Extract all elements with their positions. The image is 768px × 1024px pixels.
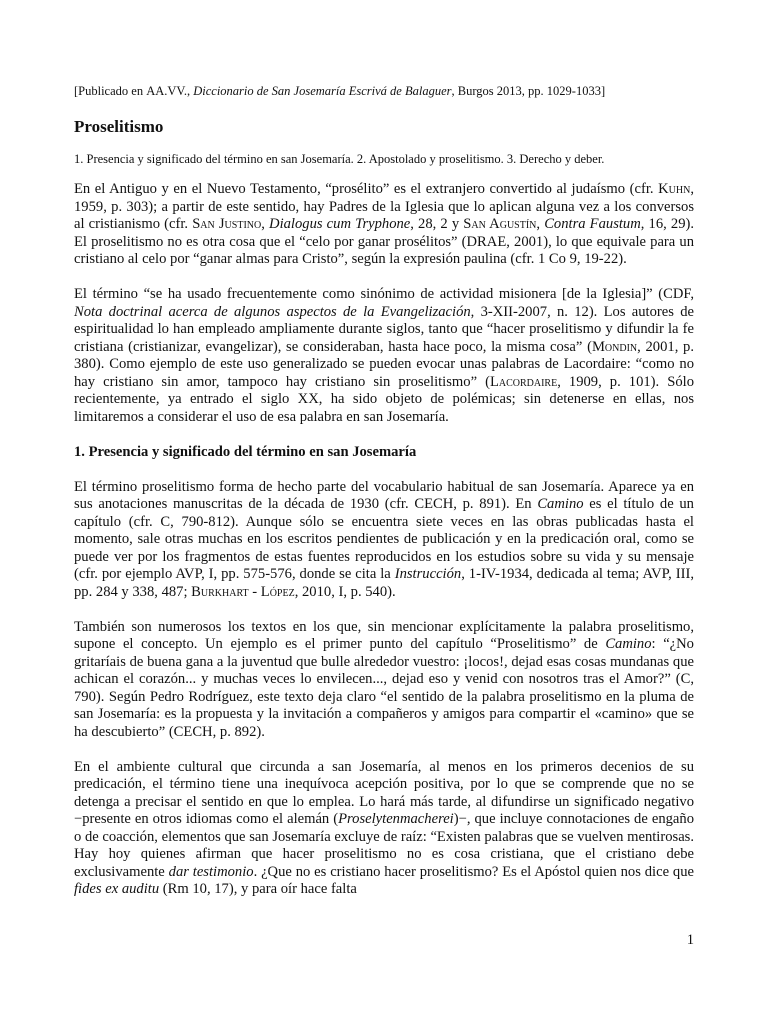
text: También son numerosos los textos en los que, sin mencionar explícitamente la palabra proselitismo, supone el concepto. Un ejemplo es el primer punto del capítulo “Proselitismo” de (74, 618, 694, 652)
author-name: Mondin (591, 338, 638, 355)
text: , (536, 216, 545, 232)
text: En el ambiente cultural que circunda a san Josemaría, al menos en los primeros decenios de su predicación, el término tiene una inequívoca acepción positiva, por lo que se comprende que no se detenga a precisar el sentido en que lo emplea. Lo hará más tarde, al difundirse un significado negativo −presente en otros idiomas como el alemán ( (74, 758, 694, 827)
text: , 1959, p. 303); a partir de este sentido, hay Padres de la Iglesia que lo aplican alguna vez a los conversos al cristianismo (cfr. (74, 181, 694, 232)
section-heading: 1. Presencia y significado del término en san Josemaría (74, 443, 417, 460)
work-title: Camino (537, 496, 584, 512)
text: , (261, 216, 270, 232)
paragraph-5 (74, 759, 694, 899)
work-title: Dialogus cum Tryphone (269, 216, 411, 232)
page-number: 1 (686, 932, 694, 948)
text: es el título de un capítulo (cfr. C, 790-812). Aunque sólo se encuentra siete veces en las obras publicadas hasta el momento, sale otras muchas en los escritos pendientes de publicación y en la predicación oral, como se puede ver por los fragmentos de estas fuentes reproducidos en los estudios sobre su vida y su mensaje (cfr. por ejemplo AVP, I, pp. 575-576, donde se cita la (74, 496, 694, 582)
work-title: Camino (605, 636, 652, 652)
text: En el Antiguo y en el Nuevo Testamento, “prosélito” es el extranjero convertido al judaísmo (cfr. (74, 181, 659, 197)
text: , 1909, p. 101). Sólo recientemente, ya entrado el siglo XX, ha sido objeto de polémicas; sin detenerse en ellas, nos limitaremos a considerar el uso de esa palabra en san Josemaría. (74, 373, 694, 425)
text: , 2010, I, p. 540). (294, 583, 396, 600)
text: , 28, 2 y (410, 216, 464, 232)
text: El término “se ha usado frecuentemente como sinónimo de actividad misionera [de la Iglesia]” (CDF, (74, 286, 694, 302)
note-text: [Publicado en (74, 84, 147, 98)
work-title: Instrucción (394, 566, 462, 582)
text: , 16, 29). El proselitismo no es otra cosa que el “celo por ganar prosélitos” (DRAE, 2001), lo que equivale para un cristiano al celo por “ganar almas para Cristo”, según la expresión paulina (cfr. 1 Co 9, 19-22). (74, 216, 695, 267)
paragraph-2 (74, 286, 694, 426)
text: El término proselitismo forma de hecho parte del vocabulario habitual de san Josemaría. Aparece ya en sus anotaciones manuscritas de la década de 1930 (cfr. CECH, p. 891). En (74, 478, 694, 512)
table-of-contents: 1. Presencia y significado del término en san Josemaría. 2. Apostolado y proselitismo. 3. Derecho y deber. (74, 152, 605, 166)
publication-note (74, 84, 605, 99)
text: , 2001, p. 380). Como ejemplo de este uso generalizado se pueden evocar unas palabras de Lacordaire: “como no hay cristiano sin amor, tampoco hay cristiano sin proselitismo” ( (74, 338, 694, 390)
author-name: Burkhart - López (191, 583, 295, 600)
foreign-term: Proselytenmacherei (338, 811, 454, 827)
note-text: , Burgos 2013, pp. 1029-1033] (451, 84, 606, 98)
work-title: Contra Faustum (544, 216, 641, 232)
text: (Rm 10, 17), y para oír hace falta (159, 881, 357, 897)
article-title: Proselitismo (74, 117, 164, 136)
paragraph-3 (74, 479, 694, 602)
author-name: San Justino (192, 216, 262, 232)
latin-phrase: fides ex auditu (74, 881, 160, 897)
emphasis: dar testimonio (168, 863, 254, 880)
text: , 3-XII-2007, n. 12). Los autores de espiritualidad lo han empleado ampliamente durante siglos, tanto que “hacer proselitismo y difundir la fe cristiana (cristianizar, evangelizar), se consideraban, hasta hace poco, la misma cosa” ( (74, 303, 694, 355)
note-text: , (186, 84, 194, 98)
author-name: San Agustín (463, 216, 537, 232)
text: . ¿Que no es cristiano hacer proselitismo? Es el Apóstol quien nos dice que (253, 863, 694, 880)
text: , 1-IV-1934, dedicada al tema; AVP, III, pp. 284 y 338, 487; (74, 566, 694, 600)
article-body (74, 181, 694, 916)
note-book-title: Diccionario de San Josemaría Escrivá de Balaguer (193, 84, 452, 98)
work-title: Nota doctrinal acerca de algunos aspectos de la Evangelización (74, 303, 471, 320)
text: : “¿No gritaríais de buena gana a la juventud que bulle alrededor vuestro: ¡locos!, dejad esas cosas mundanas que achican el corazón... y muchas veces lo envilecen..., dejad eso y venid con nosotros tras el Amor?” (C, 790). Según Pedro Rodríguez, este texto deja claro “el sentido de la palabra proselitismo en la pluma de san Josemaría: es la propuesta y la invitación a compañeros y amigos para compartir el «camino» que se ha descubierto” (CECH, p. 892). (74, 636, 694, 740)
note-authors: AA.VV. (146, 84, 187, 98)
paragraph-4 (74, 619, 694, 742)
document-page (74, 0, 694, 1024)
author-name: Lacordaire (489, 373, 558, 390)
author-name: Kuhn (658, 181, 691, 197)
text: )−, que incluye connotaciones de engaño o de coacción, elementos que san Josemaría excluye de raíz: “Existen palabras que se vuelven mentirosas. Hay hoy quienes afirman que hacer proselitismo no es cosa cristiana, que el cristiano debe exclusivamente (74, 811, 694, 880)
paragraph-1 (74, 181, 694, 269)
